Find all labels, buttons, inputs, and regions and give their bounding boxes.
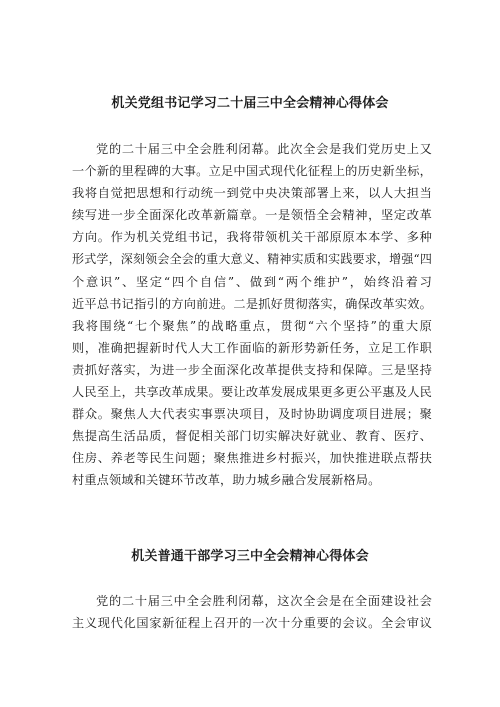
- section-2-title: 机关普通干部学习三中全会精神心得体会: [131, 549, 369, 564]
- section-1-body: [72, 138, 432, 492]
- body-line: 个意识”、坚定“四个自信”、做到“两个维护”，始终沿着习: [72, 274, 432, 289]
- body-line: 续写进一步全面深化改革新篇章。一是领悟全会精神，坚定改革: [72, 208, 432, 223]
- body-line: 住房、养老等民生问题；聚焦推进乡村振兴，加快推进联点帮扶: [72, 451, 432, 466]
- body-line: 主义现代化国家新征程上召开的一次十分重要的会议。全会审议: [72, 616, 432, 631]
- body-line: 党的二十届三中全会胜利闭幕。此次全会是我们党历史上又: [96, 142, 432, 156]
- body-line: 责抓好落实，为进一步全面深化改革提供支持和保障。三是坚持: [72, 362, 432, 377]
- body-line: 党的二十届三中全会胜利闭幕，这次全会是在全面建设社会: [96, 594, 432, 608]
- body-line: 村重点领域和关键环节改革，助力城乡融合发展新格局。: [72, 473, 381, 488]
- body-line: 形式学，深刻领会全会的重大意义、精神实质和实践要求，增强“四: [72, 252, 432, 267]
- section-2-body: [72, 590, 432, 634]
- body-line: 一个新的里程碑的大事。立足中国式现代化征程上的历史新坐标，: [72, 164, 432, 179]
- body-line: 近平总书记指引的方向前进。二是抓好贯彻落实，确保改革实效。: [72, 296, 432, 311]
- body-line: 群众。聚焦人大代表实事票决项目，及时协助调度项目进展；聚: [72, 407, 432, 422]
- body-line: 方向。作为机关党组书记，我将带领机关干部原原本本学、多种: [72, 230, 432, 245]
- body-line: 焦提高生活品质，督促相关部门切实解决好就业、教育、医疗、: [72, 429, 432, 444]
- section-1-title: 机关党组书记学习二十届三中全会精神心得体会: [111, 96, 389, 111]
- body-line: 我将自觉把思想和行动统一到党中央决策部署上来，以人大担当: [72, 186, 432, 201]
- body-line: 人民至上，共享改革成果。要让改革发展成果更多更公平惠及人民: [72, 385, 432, 400]
- body-line: 我将围绕“七个聚焦”的战略重点，贯彻“六个坚持”的重大原: [72, 318, 432, 333]
- body-line: 则，准确把握新时代人大工作面临的新形势新任务，立足工作职: [72, 340, 432, 355]
